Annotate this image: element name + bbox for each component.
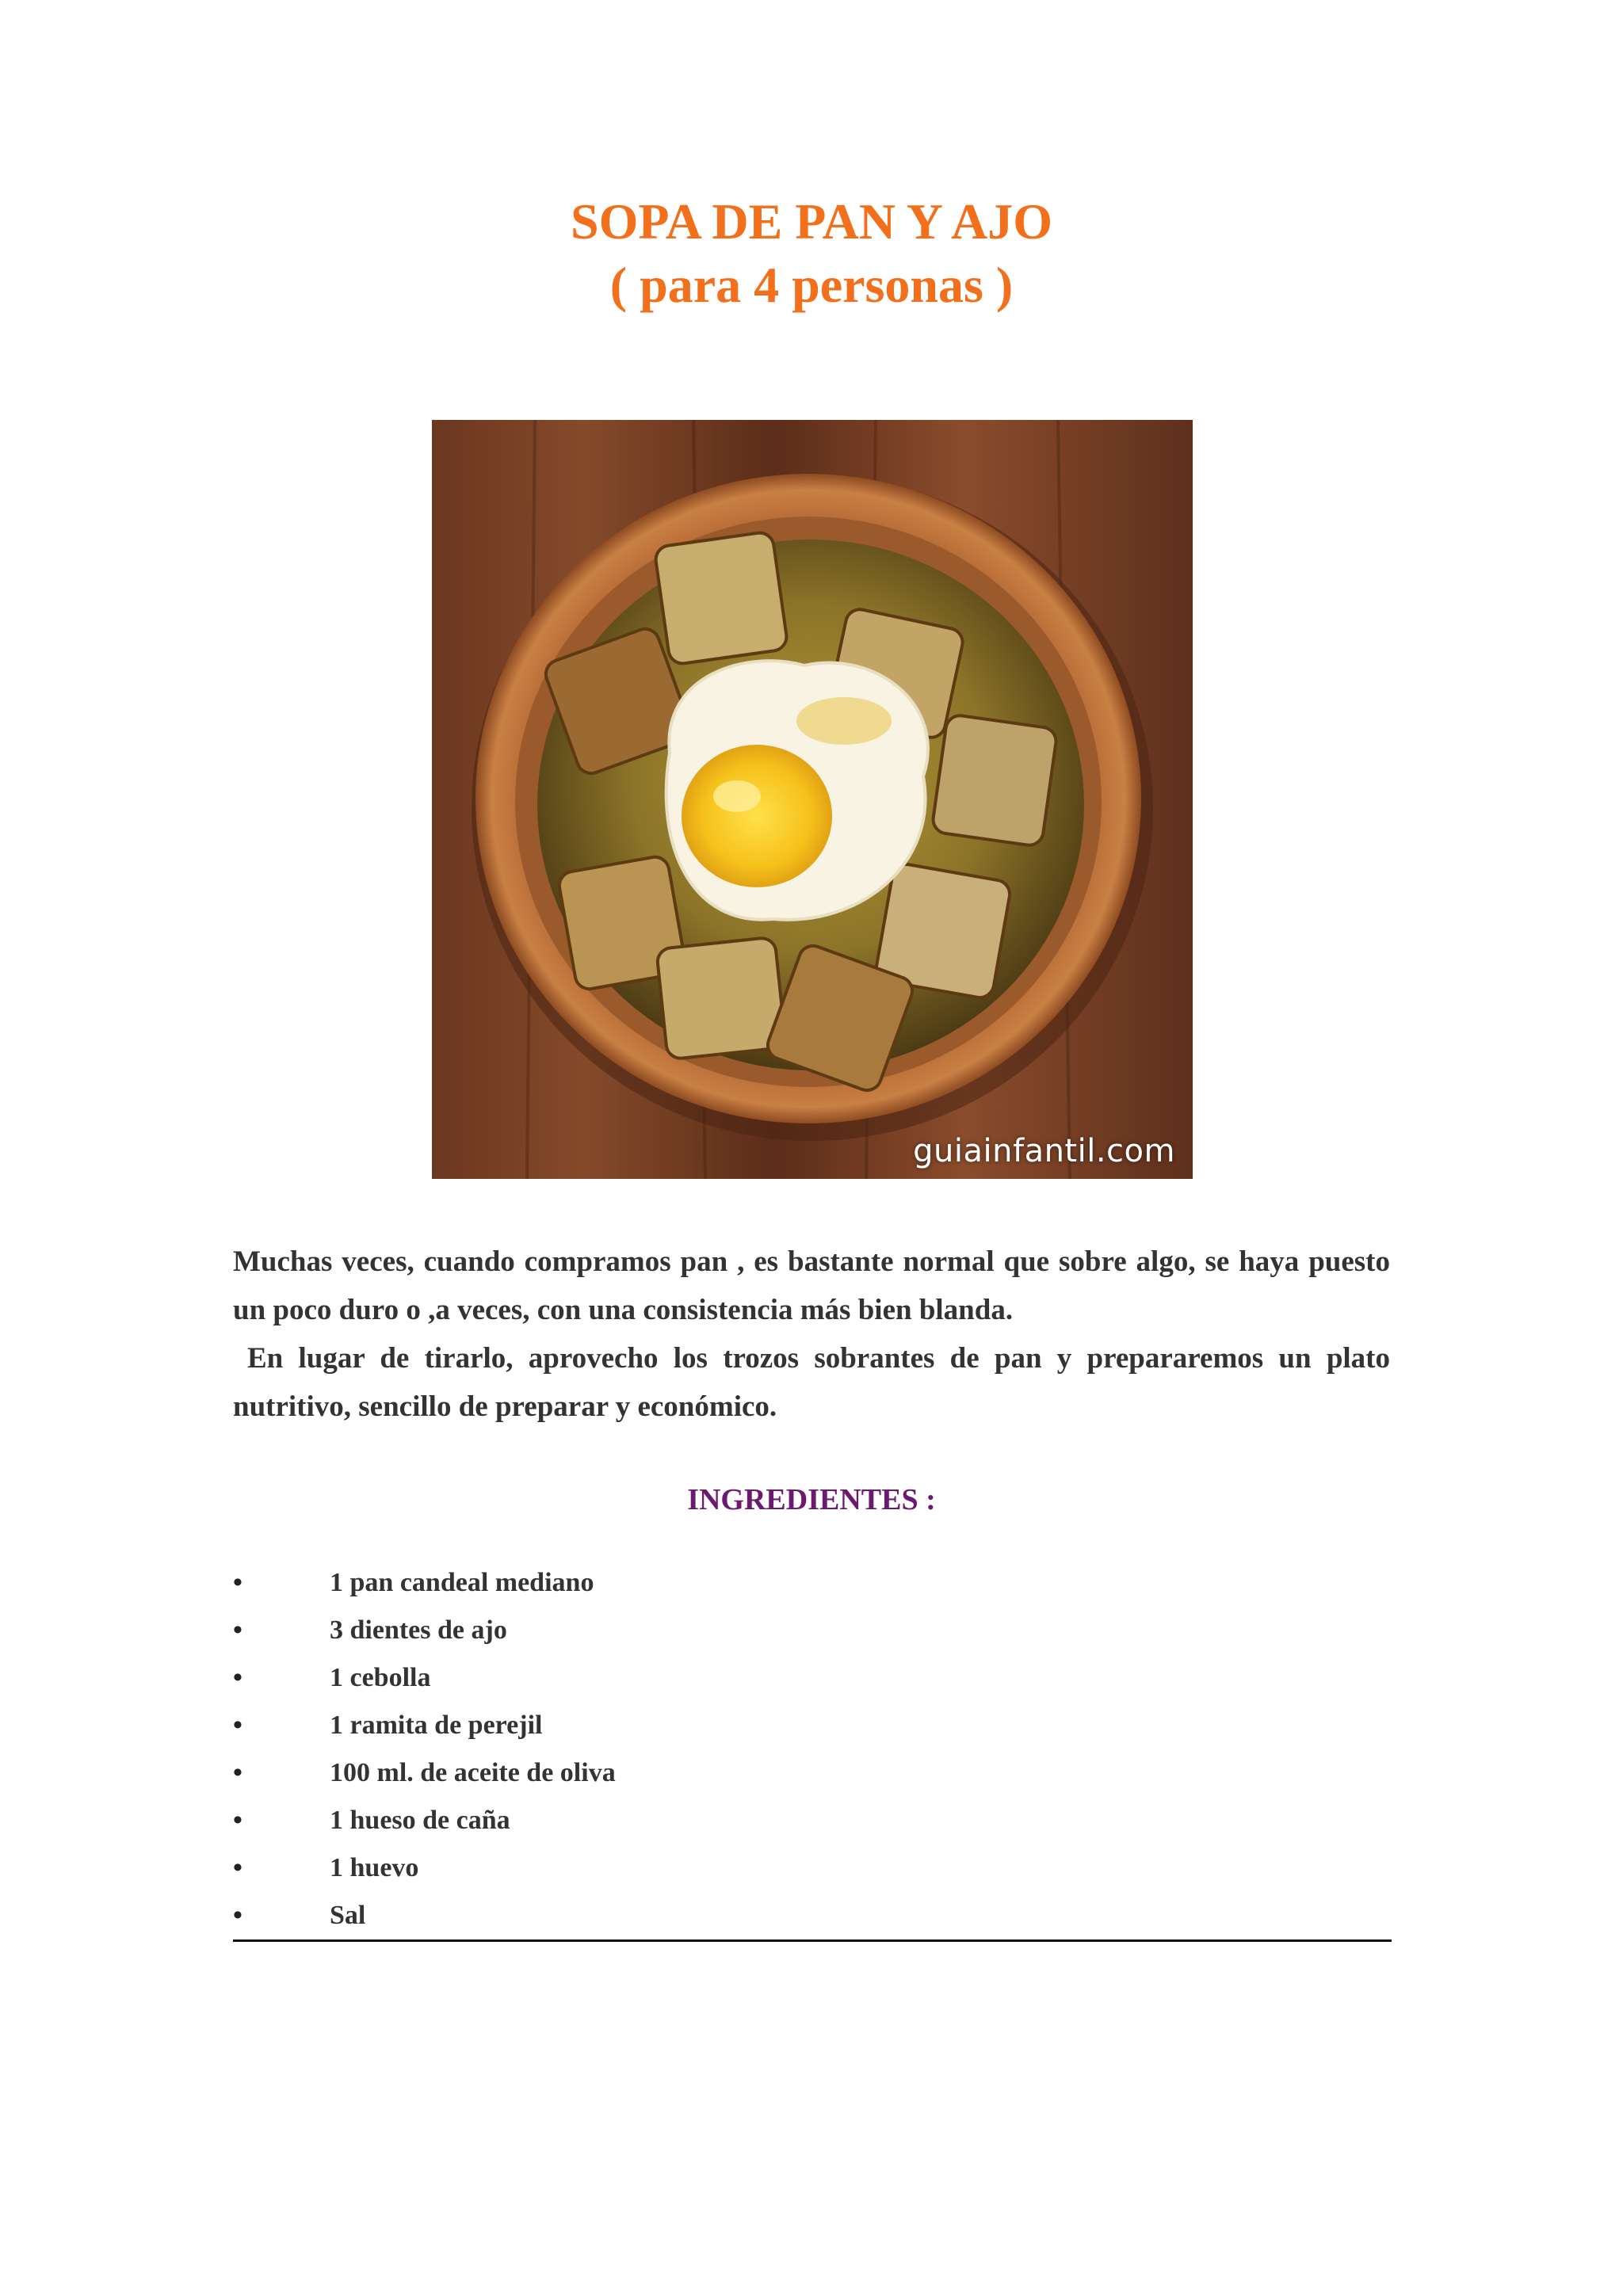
- ingredient-label: 1 cebolla: [330, 1663, 431, 1692]
- recipe-title-line1: SOPA DE PAN Y AJO: [570, 193, 1053, 250]
- list-item: [233, 1797, 1390, 1844]
- ingredient-label: 3 dientes de ajo: [330, 1615, 507, 1645]
- intro-text: [233, 1238, 1390, 1431]
- recipe-title-line2: ( para 4 personas ): [609, 257, 1014, 313]
- ingredients-list: [233, 1559, 1390, 1939]
- intro-paragraph-2: En lugar de tirarlo, aprovecho los trozos sobrantes de pan y prepararemos un plato nutritivo, sencillo de preparar y económico.: [233, 1342, 1390, 1423]
- ingredient-label: 1 hueso de caña: [330, 1806, 510, 1835]
- list-item: [233, 1559, 1390, 1607]
- list-item: [233, 1654, 1390, 1702]
- bullet-icon: •: [233, 1806, 242, 1835]
- bullet-icon: •: [233, 1663, 242, 1692]
- bullet-icon: •: [233, 1758, 242, 1787]
- recipe-title: [0, 190, 1623, 317]
- ingredient-label: Sal: [330, 1901, 366, 1930]
- bullet-icon: •: [233, 1853, 242, 1882]
- list-item: [233, 1702, 1390, 1749]
- bullet-icon: •: [233, 1615, 242, 1645]
- horizontal-rule: [233, 1939, 1392, 1942]
- ingredient-label: 1 ramita de perejil: [330, 1711, 543, 1740]
- bullet-icon: •: [233, 1711, 242, 1740]
- photo-watermark: guiainfantil.com: [913, 1133, 1175, 1169]
- bullet-icon: •: [233, 1901, 242, 1930]
- ingredients-heading: INGREDIENTES :: [687, 1483, 936, 1516]
- list-item: [233, 1607, 1390, 1654]
- ingredient-label: 100 ml. de aceite de oliva: [330, 1758, 616, 1787]
- ingredient-label: 1 pan candeal mediano: [330, 1568, 594, 1597]
- list-item: [233, 1749, 1390, 1797]
- ingredient-label: 1 huevo: [330, 1853, 419, 1882]
- bullet-icon: •: [233, 1568, 242, 1597]
- list-item: [233, 1844, 1390, 1892]
- soup-photo: [432, 420, 1193, 1179]
- list-item: [233, 1892, 1390, 1939]
- intro-paragraph-1: Muchas veces, cuando compramos pan , es bastante normal que sobre algo, se haya puesto un poco duro o ,a veces, con una consistencia más bien blanda.: [233, 1245, 1390, 1326]
